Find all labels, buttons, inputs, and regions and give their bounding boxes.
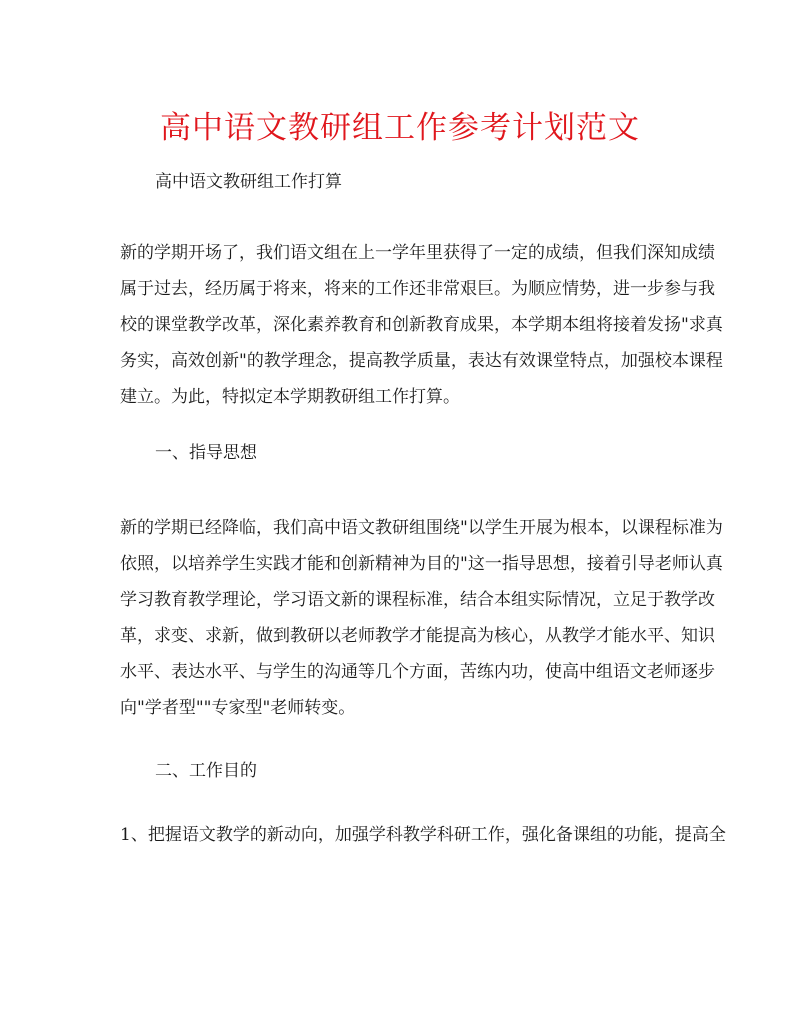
paragraph-line: 校的课堂教学改革，深化素养教育和创新教育成果，本学期本组将接着发扬"求真 (120, 315, 723, 335)
paragraph-line: 1、把握语文教学的新动向，加强学科教学科研工作，强化备课组的功能，提高全 (120, 825, 726, 845)
paragraph-line: 革，求变、求新，做到教研以老师教学才能提高为核心，从教学才能水平、知识 (120, 626, 715, 646)
paragraph-intro (120, 241, 723, 421)
document-title: 高中语文教研组工作参考计划范文 (160, 110, 640, 146)
paragraph-line: 向"学者型""专家型"老师转变。 (120, 698, 356, 718)
paragraph-line: 建立。为此，特拟定本学期教研组工作打算。 (120, 387, 460, 407)
paragraph-line: 新的学期已经降临，我们高中语文教研组围绕"以学生开展为根本，以课程标准为 (120, 518, 723, 538)
section-heading-work-goals: 二、工作目的 (155, 761, 257, 781)
paragraph-work-goals (120, 823, 726, 859)
paragraph-line: 务实，高效创新"的教学理念，提高教学质量，表达有效课堂特点，加强校本课程 (120, 351, 723, 371)
paragraph-line: 学习教育教学理论，学习语文新的课程标准，结合本组实际情况，立足于教学改 (120, 590, 715, 610)
paragraph-guiding-thought (120, 516, 723, 732)
section-heading-guiding-thought: 一、指导思想 (155, 443, 257, 463)
paragraph-line: 新的学期开场了，我们语文组在上一学年里获得了一定的成绩，但我们深知成绩 (120, 243, 715, 263)
paragraph-line: 依照，以培养学生实践才能和创新精神为目的"这一指导思想，接着引导老师认真 (120, 554, 723, 574)
paragraph-line: 属于过去，经历属于将来，将来的工作还非常艰巨。为顺应情势，进一步参与我 (120, 279, 715, 299)
paragraph-line: 水平、表达水平、与学生的沟通等几个方面，苦练内功，使高中组语文老师逐步 (120, 662, 715, 682)
document-subtitle: 高中语文教研组工作打算 (155, 172, 342, 192)
